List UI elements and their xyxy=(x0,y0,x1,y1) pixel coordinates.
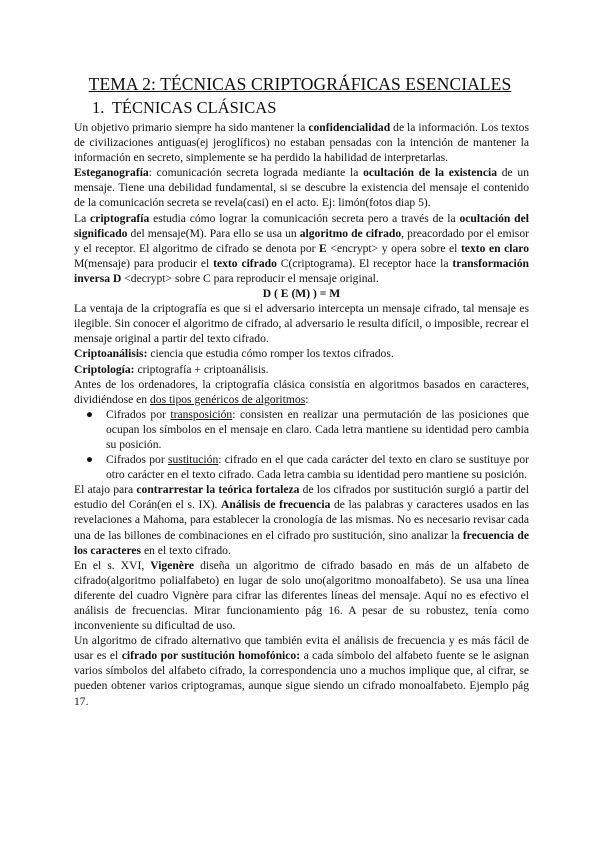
bullet-icon: ● xyxy=(86,407,94,421)
paragraph-intro: Un objetivo primario siempre ha sido mantener la confidencialidad de la información. Los textos de civilizaciones antiguas(ej jeroglíficos) no estaban pensadas con la intención de mantener la información en secreto, simplemente se ha perdido la habilidad de interpretarlas. xyxy=(74,121,529,165)
section-number: 1. xyxy=(92,98,105,117)
paragraph-atajo: El atajo para contrarrestar la teórica fortaleza de los cifrados por sustitución surgió a partir del estudio del Corán(en el s. IX). Análisis de frecuencia de las palabras y caracteres usados en las revelaciones a Mahoma, para establecer la cronología de las mismas. No es necesario revisar cada una de las billones de combinaciones en el cifrado pro sustitución, sino analizar la frecuencia de los caracteres en el texto cifrado. xyxy=(74,483,529,557)
list-item-transposicion: ● Cifrados por transposición: consisten en realizar una permutación de las posiciones que ocupan los símbolos en el mensaje en claro. Cada letra mantiene su identidad pero cambia su posición. xyxy=(86,407,529,451)
bullet-icon: ● xyxy=(86,453,94,467)
paragraph-criptologia: Criptología: criptografía + criptoanálisis. xyxy=(74,362,269,376)
paragraph-ventaja: La ventaja de la criptografía es que si el adversario intercepta un mensaje cifrado, tal mensaje es ilegible. Sin conocer el algoritmo de cifrado, al adversario le resulta difícil, o imposible, recrear el mensaje original a partir del texto cifrado. xyxy=(74,302,529,346)
document-title: TEMA 2: TÉCNICAS CRIPTOGRÁFICAS ESENCIALES xyxy=(88,74,512,94)
paragraph-criptografia: La criptografía estudia cómo lograr la comunicación secreta pero a través de la ocultación del significado del mensaje(M). Para ello se usa un algoritmo de cifrado, preacordado por el emisor y el receptor. El algoritmo de cifrado se denota por E <encrypt> y opera sobre el texto en claro M(mensaje) para producir el texto cifrado C(criptograma). El receptor hace la transformación inversa D <decrypt> sobre C para reproducir el mensaje original. xyxy=(74,211,530,285)
equation: D ( E (M) ) = M xyxy=(262,287,341,301)
document-body xyxy=(74,120,529,709)
paragraph-clasica: Antes de los ordenadores, la criptografía clásica consistía en algoritmos basados en caracteres, dividiéndose en dos tipos genéricos de algoritmos: xyxy=(74,377,529,406)
paragraph-homofonico: Un algoritmo de cifrado alternativo que también evita el análisis de frecuencia y es más fácil de usar es el cifrado por sustitución homofónico: a cada símbolo del alfabeto fuente se le asignan varios símbolos del alfabeto cifrado, la correspondencia uno a muchos implique que, al cifrar, se pueden obtener varios criptogramas, aunque sigue siendo un cifrado monoalfabeto. Ejemplo pág 17. xyxy=(74,634,529,708)
paragraph-criptoanalisis: Criptoanálisis: ciencia que estudia cómo romper los textos cifrados. xyxy=(74,347,394,361)
section-heading xyxy=(92,98,276,118)
paragraph-esteganografia: Esteganografía: comunicación secreta lograda mediante la ocultación de la existencia de un mensaje. Tiene una debilidad fundamental, si se descubre la existencia del mensaje el contenido de la comunicación secreta se revela(casi) en el acto. Ej: limón(fotos diap 5). xyxy=(74,166,529,210)
section-title: TÉCNICAS CLÁSICAS xyxy=(111,98,277,117)
list-item-sustitucion: ● Cifrados por sustitución: cifrado en el que cada carácter del texto en claro se sustituye por otro carácter en el texto cifrado. Cada letra cambia su identidad pero mantiene su posición. xyxy=(86,453,529,482)
algorithm-type-list xyxy=(74,407,529,482)
paragraph-vigenere: En el s. XVI, Vigenère diseña un algoritmo de cifrado basado en más de un alfabeto de cifrado(algoritmo polialfabeto) en lugar de solo uno(algoritmo monoalfabeto). Se usa una línea diferente del cuadro Vignère para cifrar las diferentes líneas del mensaje. Aquí no es efectivo el análisis de frecuencias. Mirar funcionamiento pág 16. A pesar de su robustez, tenía como inconveniente su dificultad de uso. xyxy=(74,558,529,633)
